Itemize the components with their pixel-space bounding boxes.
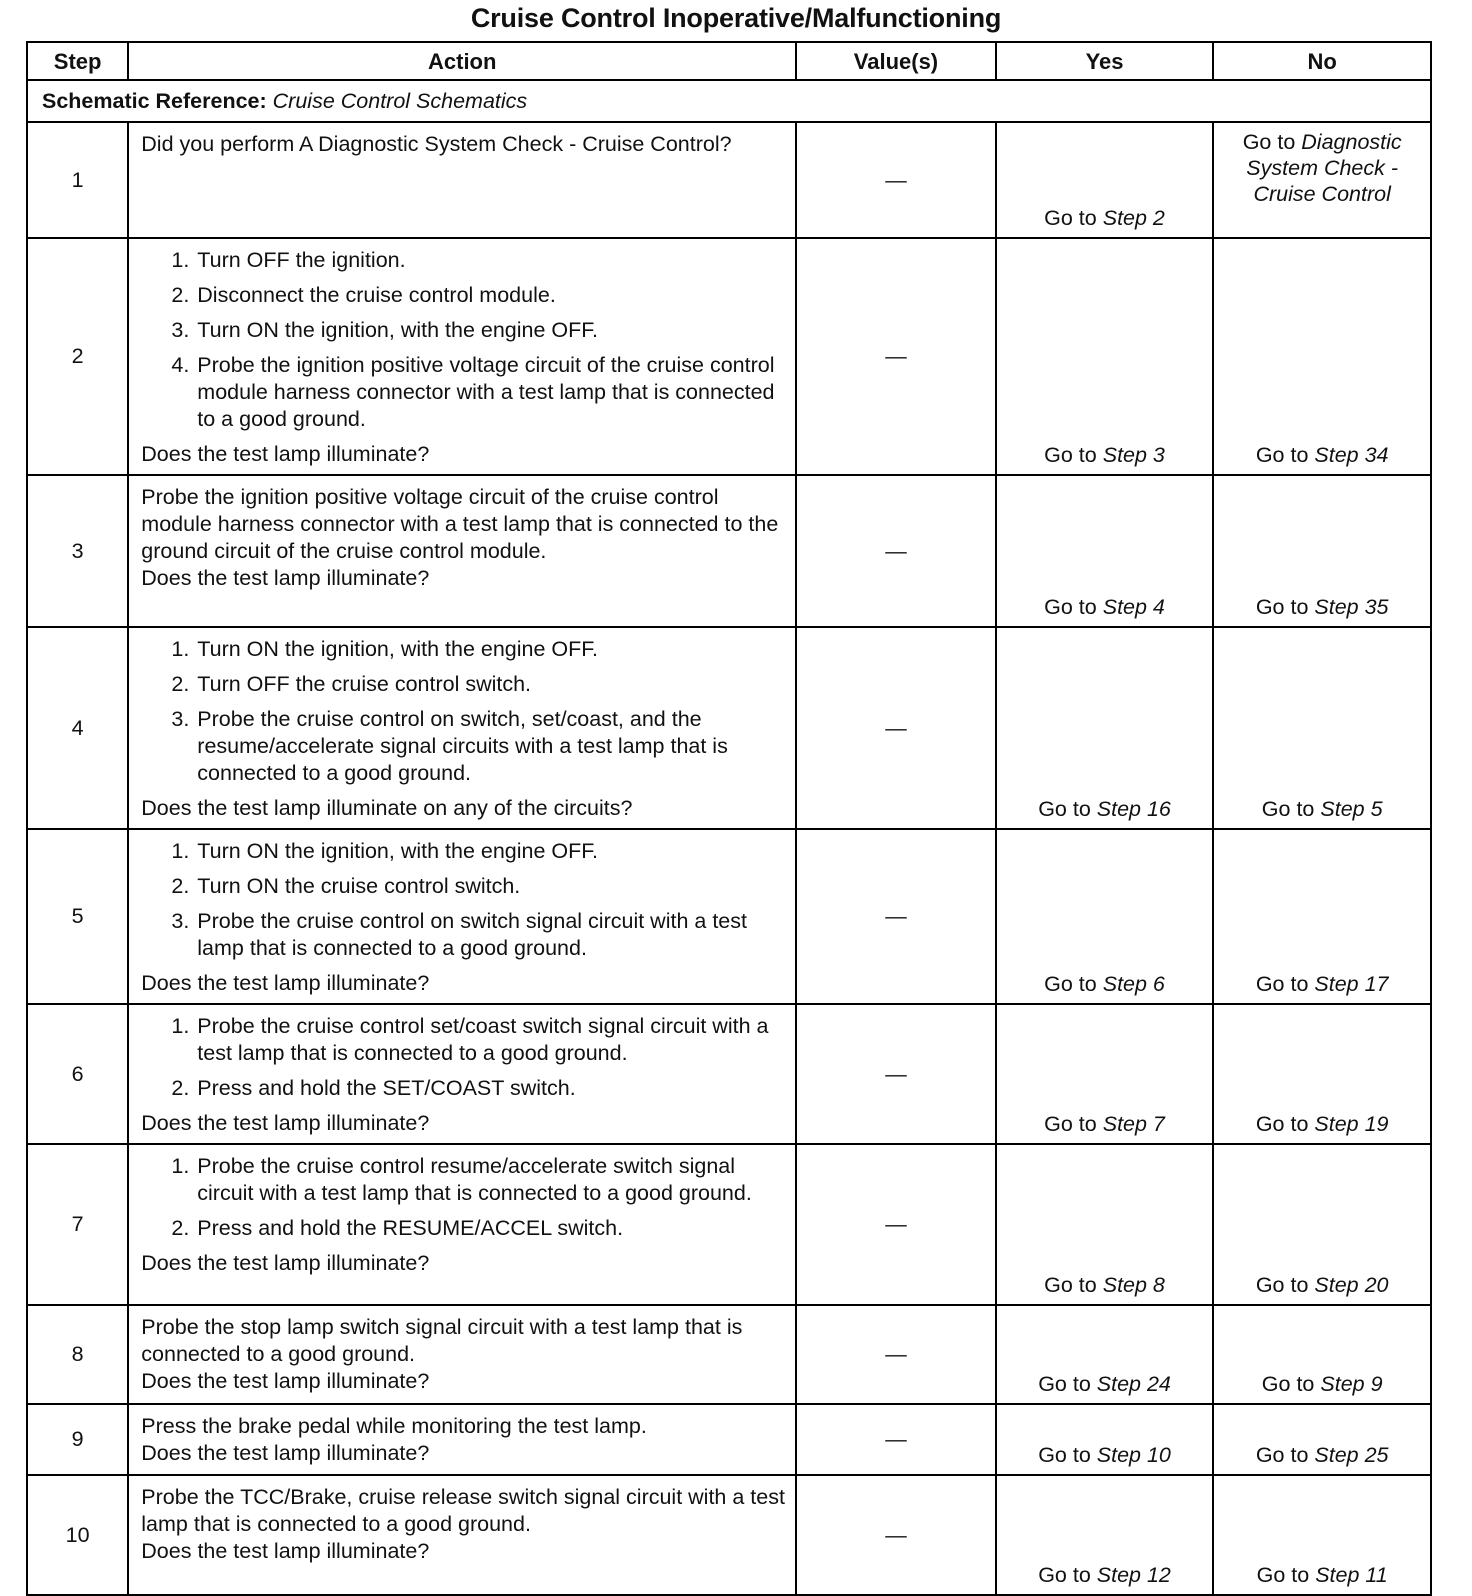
action-step-item: 1. Turn ON the ignition, with the engine OFF. <box>195 636 787 663</box>
no-cell <box>1213 238 1431 475</box>
schematic-reference-link[interactable]: Cruise Control Schematics <box>272 88 528 113</box>
table-row <box>27 1475 1431 1595</box>
action-question: Does the test lamp illuminate? <box>141 1441 430 1465</box>
column-header-yes: Yes <box>996 42 1214 80</box>
no-step-link[interactable]: Step 5 <box>1320 797 1383 821</box>
action-step-item: 1. Probe the cruise control set/coast switch signal circuit with a test lamp that is connected to a good ground. <box>195 1013 787 1067</box>
goto-label: Go to <box>1255 972 1309 996</box>
step-number: 9 <box>27 1404 128 1475</box>
action-step-item: 2. Press and hold the SET/COAST switch. <box>195 1075 787 1102</box>
table-row <box>27 627 1431 829</box>
goto-label: Go to <box>1261 1372 1315 1396</box>
step-number: 1 <box>27 122 128 238</box>
yes-cell <box>996 1004 1214 1144</box>
table-row <box>27 1305 1431 1404</box>
no-step-link[interactable]: Diagnostic System Check - Cruise Control <box>1246 130 1402 206</box>
goto-label: Go to <box>1044 595 1097 619</box>
schematic-reference <box>27 80 1431 122</box>
action-step-item: 3. Probe the cruise control on switch signal circuit with a test lamp that is connected to a good ground. <box>195 908 787 962</box>
no-cell <box>1213 1404 1431 1475</box>
schematic-reference-label: Schematic Reference: <box>42 88 267 113</box>
goto-label: Go to <box>1038 1372 1091 1396</box>
action-text: Probe the TCC/Brake, cruise release switch signal circuit with a test lamp that is connected to a good ground. <box>141 1485 785 1536</box>
goto-label: Go to <box>1044 1273 1097 1297</box>
yes-step-link[interactable]: Step 6 <box>1102 972 1165 996</box>
header-row <box>27 42 1431 80</box>
action-question: Does the test lamp illuminate? <box>141 1111 430 1135</box>
action-cell <box>128 122 796 238</box>
table-row <box>27 475 1431 627</box>
yes-cell <box>996 1404 1214 1475</box>
column-header-action: Action <box>128 42 796 80</box>
column-header-step: Step <box>27 42 128 80</box>
no-step-link[interactable]: Step 35 <box>1314 595 1389 619</box>
yes-step-link[interactable]: Step 3 <box>1102 443 1165 467</box>
goto-label: Go to <box>1256 1563 1310 1587</box>
no-step-link[interactable]: Step 11 <box>1315 1563 1388 1587</box>
value-cell: — <box>796 1305 996 1404</box>
action-step-item: 2. Disconnect the cruise control module. <box>195 282 787 309</box>
action-question: Does the test lamp illuminate? <box>141 1369 430 1393</box>
step-number: 8 <box>27 1305 128 1404</box>
goto-label: Go to <box>1242 130 1296 154</box>
action-step-item: 3. Probe the cruise control on switch, set/coast, and the resume/accelerate signal circuits with a test lamp that is connected to a good ground. <box>195 706 787 787</box>
no-cell <box>1213 122 1431 238</box>
goto-label: Go to <box>1255 1112 1309 1136</box>
no-cell <box>1213 475 1431 627</box>
action-cell <box>128 829 796 1004</box>
action-cell <box>128 1144 796 1305</box>
value-cell: — <box>796 1144 996 1305</box>
step-number: 5 <box>27 829 128 1004</box>
step-number: 6 <box>27 1004 128 1144</box>
yes-cell <box>996 238 1214 475</box>
goto-label: Go to <box>1261 797 1315 821</box>
yes-step-link[interactable]: Step 16 <box>1096 797 1171 821</box>
no-cell <box>1213 627 1431 829</box>
action-step-item: 1. Turn ON the ignition, with the engine OFF. <box>195 838 787 865</box>
yes-step-link[interactable]: Step 8 <box>1102 1273 1165 1297</box>
action-step-item: 1. Turn OFF the ignition. <box>195 247 787 274</box>
no-cell <box>1213 1004 1431 1144</box>
action-question: Does the test lamp illuminate? <box>141 971 430 995</box>
action-question: Does the test lamp illuminate? <box>141 1539 430 1563</box>
action-step-item: 3. Turn ON the ignition, with the engine OFF. <box>195 317 787 344</box>
step-number: 4 <box>27 627 128 829</box>
action-text: Probe the stop lamp switch signal circuit with a test lamp that is connected to a good ground. <box>141 1315 743 1366</box>
action-step-item: 2. Turn OFF the cruise control switch. <box>195 671 787 698</box>
yes-cell <box>996 1475 1214 1595</box>
step-number: 10 <box>27 1475 128 1595</box>
action-cell <box>128 1404 796 1475</box>
goto-label: Go to <box>1255 1273 1309 1297</box>
yes-step-link[interactable]: Step 2 <box>1102 206 1165 230</box>
page-title: Cruise Control Inoperative/Malfunctioning <box>470 3 1002 33</box>
table-row <box>27 122 1431 238</box>
value-cell: — <box>796 1404 996 1475</box>
yes-step-link[interactable]: Step 4 <box>1102 595 1165 619</box>
table-row <box>27 238 1431 475</box>
action-text: Did you perform A Diagnostic System Check - Cruise Control? <box>141 132 732 156</box>
table-row <box>27 1004 1431 1144</box>
action-steps-list <box>141 1153 787 1242</box>
action-steps-list <box>141 636 787 787</box>
goto-label: Go to <box>1044 972 1097 996</box>
no-cell <box>1213 1475 1431 1595</box>
action-steps-list <box>141 1013 787 1102</box>
action-cell <box>128 1475 796 1595</box>
step-number: 3 <box>27 475 128 627</box>
value-cell: — <box>796 238 996 475</box>
table-row <box>27 829 1431 1004</box>
goto-label: Go to <box>1044 206 1097 230</box>
value-cell: — <box>796 829 996 1004</box>
yes-cell <box>996 1305 1214 1404</box>
action-cell <box>128 627 796 829</box>
value-cell: — <box>796 1004 996 1144</box>
goto-label: Go to <box>1255 595 1309 619</box>
action-cell <box>128 238 796 475</box>
no-cell <box>1213 1144 1431 1305</box>
action-text: Probe the ignition positive voltage circuit of the cruise control module harness connector with a test lamp that is connected to the ground circuit of the cruise control module. <box>141 485 779 563</box>
value-cell: — <box>796 1475 996 1595</box>
step-number: 2 <box>27 238 128 475</box>
action-cell <box>128 1305 796 1404</box>
column-header-no: No <box>1213 42 1431 80</box>
yes-cell <box>996 829 1214 1004</box>
step-number: 7 <box>27 1144 128 1305</box>
action-cell <box>128 1004 796 1144</box>
goto-label: Go to <box>1255 1443 1309 1467</box>
goto-label: Go to <box>1255 443 1309 467</box>
action-steps-list <box>141 838 787 962</box>
diagnostic-table <box>26 41 1432 1596</box>
yes-cell <box>996 122 1214 238</box>
table-row <box>27 1144 1431 1305</box>
no-step-link[interactable]: Step 19 <box>1314 1112 1389 1136</box>
yes-step-link[interactable]: Step 10 <box>1096 1443 1171 1467</box>
no-cell <box>1213 1305 1431 1404</box>
action-step-item: 2. Turn ON the cruise control switch. <box>195 873 787 900</box>
no-step-link[interactable]: Step 34 <box>1314 443 1389 467</box>
table-row <box>27 1404 1431 1475</box>
goto-label: Go to <box>1044 1112 1097 1136</box>
goto-label: Go to <box>1038 797 1091 821</box>
yes-cell <box>996 475 1214 627</box>
action-question: Does the test lamp illuminate on any of the circuits? <box>141 796 633 820</box>
action-step-item: 4. Probe the ignition positive voltage circuit of the cruise control module harness connector with a test lamp that is connected to a good ground. <box>195 352 787 433</box>
value-cell: — <box>796 122 996 238</box>
action-steps-list <box>141 247 787 433</box>
yes-cell <box>996 1144 1214 1305</box>
no-step-link[interactable]: Step 20 <box>1314 1273 1389 1297</box>
value-cell: — <box>796 627 996 829</box>
action-step-item: 2. Press and hold the RESUME/ACCEL switch. <box>195 1215 787 1242</box>
action-step-item: 1. Probe the cruise control resume/accelerate switch signal circuit with a test lamp that is connected to a good ground. <box>195 1153 787 1207</box>
goto-label: Go to <box>1038 1563 1091 1587</box>
action-question: Does the test lamp illuminate? <box>141 566 430 590</box>
action-question: Does the test lamp illuminate? <box>141 442 430 466</box>
action-cell <box>128 475 796 627</box>
no-step-link[interactable]: Step 9 <box>1320 1372 1383 1396</box>
schematic-reference-row <box>27 80 1431 122</box>
goto-label: Go to <box>1044 443 1097 467</box>
column-header-value: Value(s) <box>796 42 996 80</box>
yes-step-link[interactable]: Step 24 <box>1096 1372 1171 1396</box>
goto-label: Go to <box>1038 1443 1091 1467</box>
yes-cell <box>996 627 1214 829</box>
yes-step-link[interactable]: Step 12 <box>1096 1563 1171 1587</box>
yes-step-link[interactable]: Step 7 <box>1102 1112 1165 1136</box>
no-cell <box>1213 829 1431 1004</box>
no-step-link[interactable]: Step 17 <box>1314 972 1389 996</box>
action-question: Does the test lamp illuminate? <box>141 1251 430 1275</box>
action-text: Press the brake pedal while monitoring the test lamp. <box>141 1414 647 1438</box>
value-cell: — <box>796 475 996 627</box>
no-step-link[interactable]: Step 25 <box>1314 1443 1389 1467</box>
